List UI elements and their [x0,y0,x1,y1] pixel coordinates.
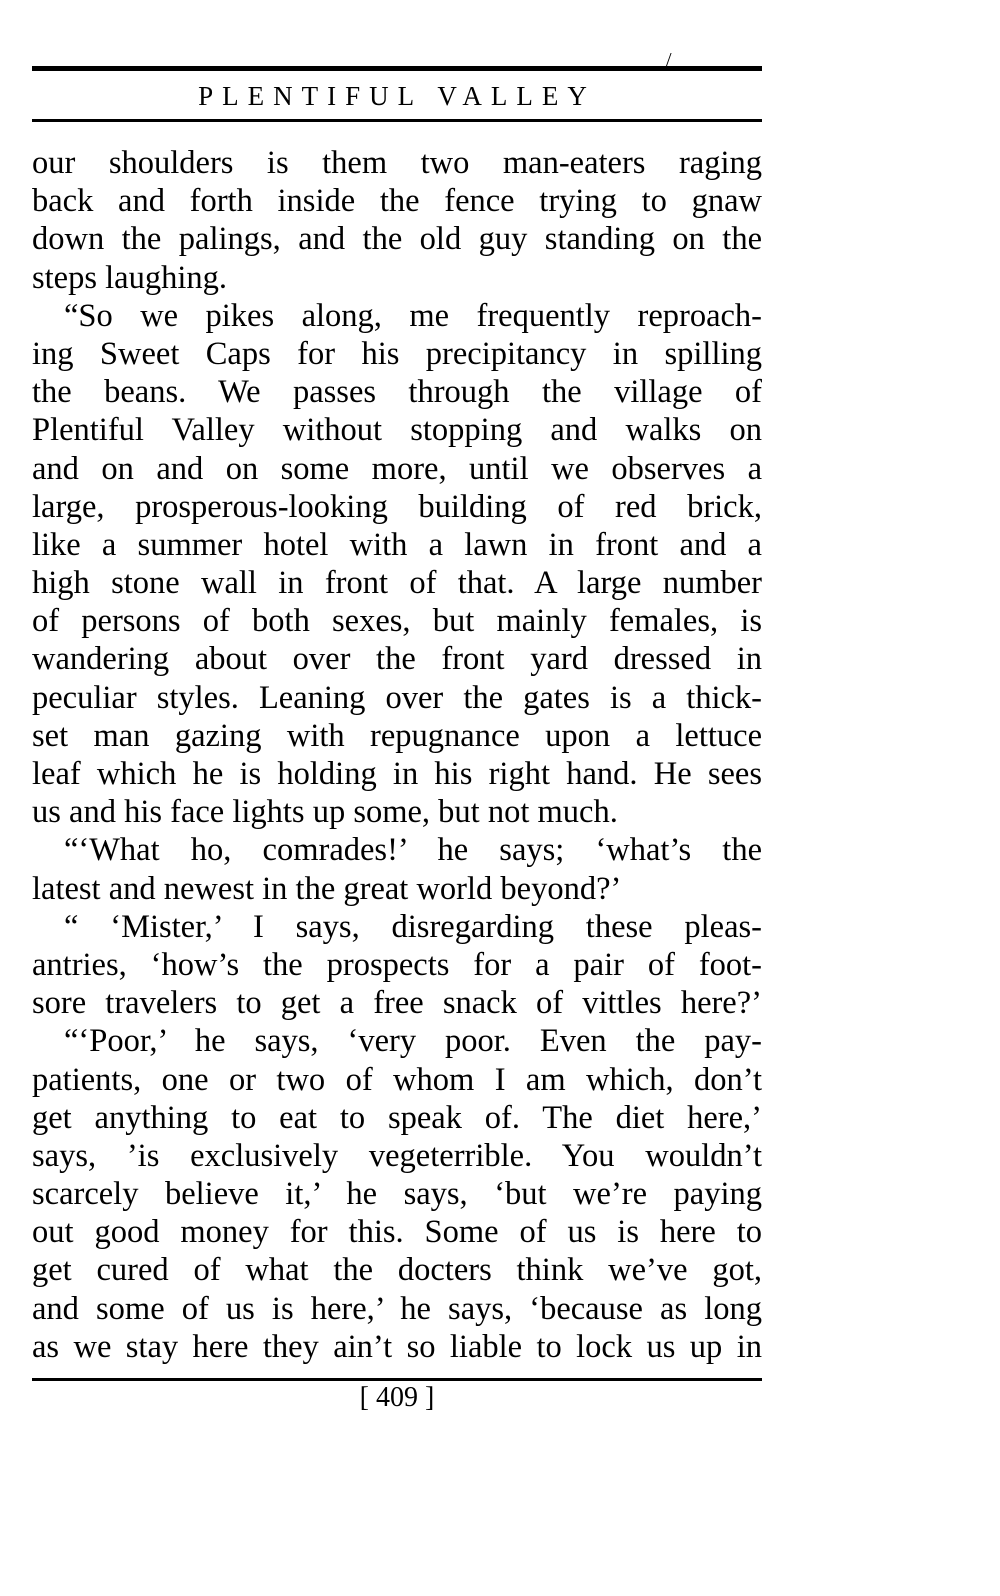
text-line: antries, ‘how’s the prospects for a pair of foot- [32,946,762,983]
text-line: “‘What ho, comrades!’ he says; ‘what’s the [64,832,762,869]
text-line: large, prosperous-looking building of red brick, [32,488,762,525]
margin-mark: / [666,49,672,71]
text-line: sore travelers to get a free snack of vittles here?’ [32,985,762,1022]
header-bottom-rule [32,119,762,122]
text-line: “‘Poor,’ he says, ‘very poor. Even the pay- [64,1023,762,1060]
text-line: latest and newest in the great world beyond?’ [32,870,622,907]
text-line: high stone wall in front of that. A large number [32,565,762,602]
text-line: and on and on some more, until we observes a [32,450,762,487]
text-line: and some of us is here,’ he says, ‘because as long [32,1290,762,1327]
text-line: ing Sweet Caps for his precipitancy in spilling [32,335,762,372]
text-line: scarcely believe it,’ he says, ‘but we’re paying [32,1176,762,1213]
text-line: set man gazing with repugnance upon a lettuce [32,717,762,754]
text-line: wandering about over the front yard dressed in [32,641,762,678]
text-line: Plentiful Valley without stopping and walks on [32,412,762,449]
page-body-text [32,144,762,1366]
running-title: PLENTIFUL VALLEY [198,81,596,111]
text-line: says, ’is exclusively vegeterrible. You wouldn’t [32,1137,762,1174]
text-line: leaf which he is holding in his right hand. He sees [32,756,762,792]
text-line: the beans. We passes through the village of [32,374,762,411]
text-line: peculiar styles. Leaning over the gates is a thick- [32,679,762,716]
text-line: as we stay here they ain’t so liable to lock us up in [32,1328,762,1365]
text-line: our shoulders is them two man-eaters raging [32,145,762,181]
text-line: get cured of what the docters think we’ve got, [32,1252,762,1289]
text-line: “So we pikes along, me frequently reproach- [64,297,762,334]
text-line: like a summer hotel with a lawn in front and a [32,526,762,563]
text-line: us and his face lights up some, but not much. [32,794,618,831]
text-line: patients, one or two of whom I am which, don’t [32,1061,762,1098]
text-line: steps laughing. [32,259,227,296]
page-number: [ 409 ] [359,1382,435,1413]
header-top-rule [32,66,762,71]
text-line: get anything to eat to speak of. The diet here,’ [32,1099,762,1136]
text-line: “ ‘Mister,’ I says, disregarding these pleas- [64,908,762,945]
text-line: of persons of both sexes, but mainly females, is [32,603,762,640]
text-line: out good money for this. Some of us is here to [32,1214,762,1251]
text-line: back and forth inside the fence trying to gnaw [32,183,762,220]
text-line: down the palings, and the old guy standing on the [32,221,762,258]
